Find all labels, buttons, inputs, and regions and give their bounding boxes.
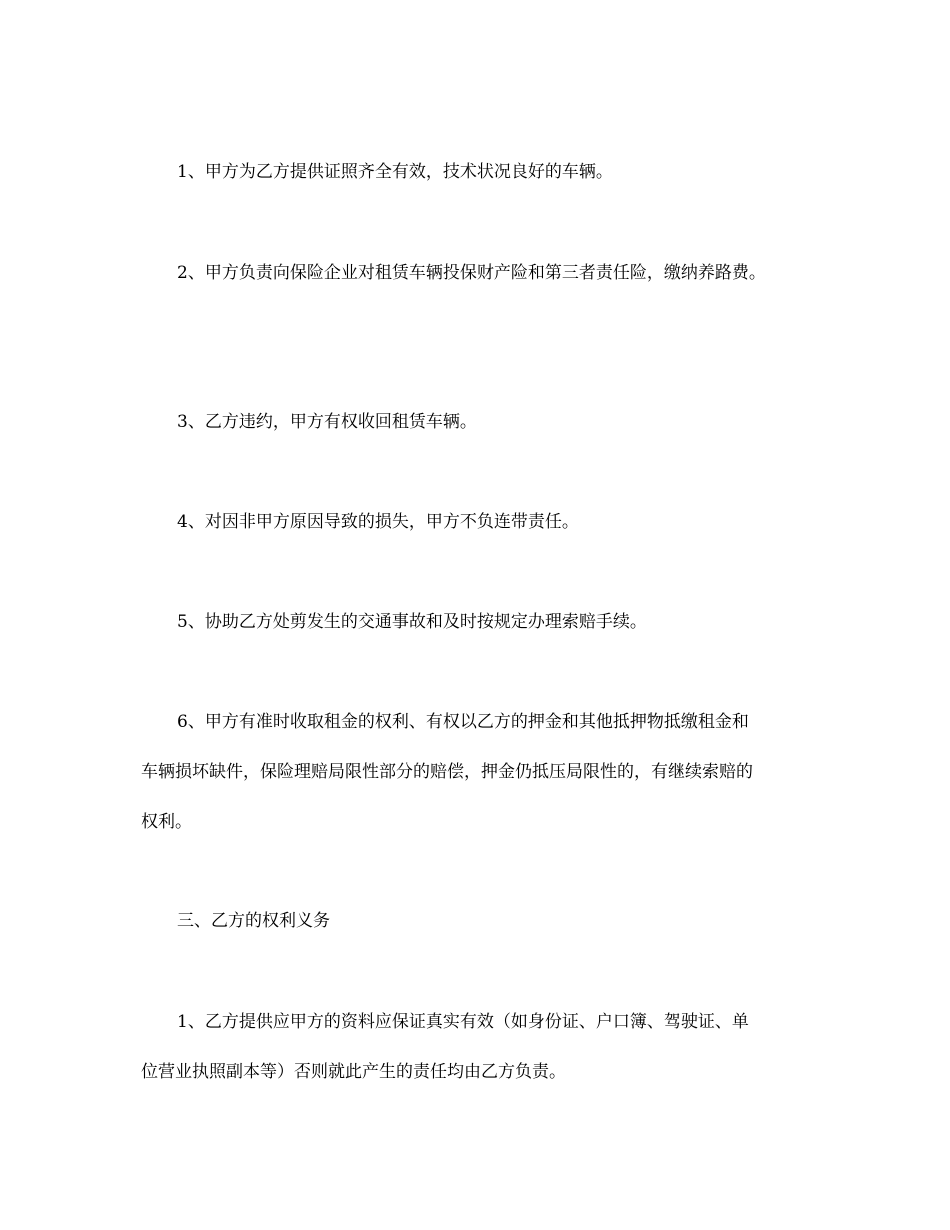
party-a-item-4: 4、对因非甲方原因导致的损失，甲方不负连带责任。 [177,512,579,532]
party-a-item-2: 2、甲方负责向保险企业对租赁车辆投保财产险和第三者责任险，缴纳养路费。 [177,263,766,283]
party-a-item-6-line-1: 6、甲方有准时收取租金的权利、有权以乙方的押金和其他抵押物抵缴租金和 [177,712,749,732]
party-a-item-1: 1、甲方为乙方提供证照齐全有效，技术状况良好的车辆。 [177,162,613,182]
party-a-item-6-line-2: 车辆损坏缺件，保险理赔局限性部分的赔偿，押金仍抵压局限性的，有继续索赔的 [141,762,753,782]
section-heading: 三、乙方的权利义务 [177,911,330,931]
party-a-item-5: 5、协助乙方处剪发生的交通事故和及时按规定办理索赔手续。 [177,612,647,632]
party-b-item-1-line-2: 位营业执照副本等）否则就此产生的责任均由乙方负责。 [141,1062,566,1082]
party-a-item-6-line-3: 权利。 [141,812,192,832]
party-a-item-3: 3、乙方违约，甲方有权收回租赁车辆。 [177,412,477,432]
party-b-item-1-line-1: 1、乙方提供应甲方的资料应保证真实有效（如身份证、户口簿、驾驶证、单 [177,1012,749,1032]
